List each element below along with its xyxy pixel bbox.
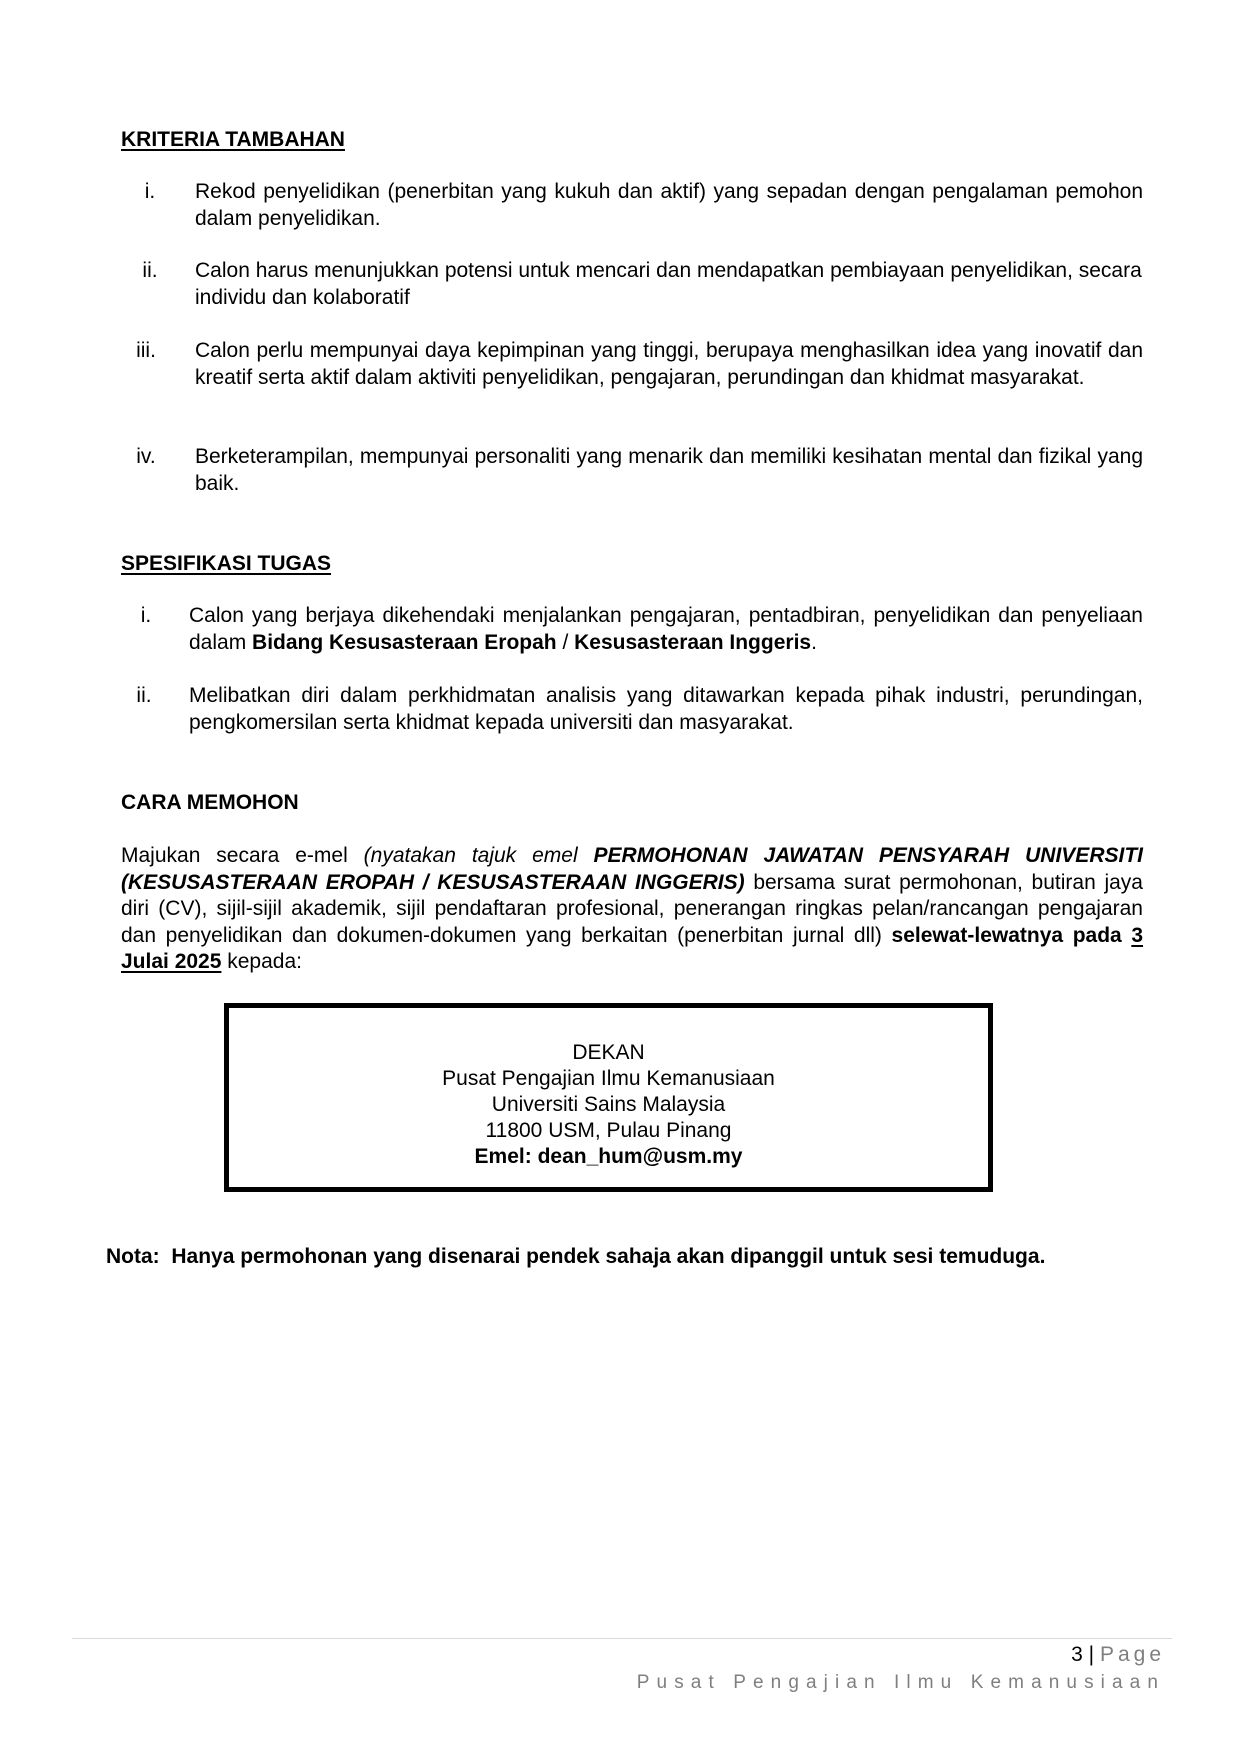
list-item: Calon yang berjaya dikehendaki menjalankan pengajaran, pentadbiran, penyelidikan dan penyeliaan dalam Bidang Kesusasteraan Eropah / Kesusasteraan Inggeris. — [189, 604, 1143, 654]
address-box — [224, 1003, 993, 1192]
section-heading-cara-memohon: CARA MEMOHON — [121, 791, 299, 814]
list-number: ii. — [136, 684, 152, 707]
address-line: DEKAN — [572, 1041, 645, 1064]
list-item: Melibatkan diri dalam perkhidmatan analisis yang ditawarkan kepada pihak industri, perundingan, pengkomersilan serta khidmat kepada universiti dan masyarakat. — [189, 684, 1143, 734]
address-line: 11800 USM, Pulau Pinang — [485, 1119, 732, 1142]
list-number: iii. — [136, 339, 156, 362]
list-number: i. — [144, 180, 156, 203]
list-number: ii. — [142, 259, 158, 282]
email-address: Emel: dean_hum@usm.my — [474, 1145, 743, 1168]
list-number: iv. — [136, 445, 156, 468]
application-instructions: Majukan secara e-mel (nyatakan tajuk emel PERMOHONAN JAWATAN PENSYARAH UNIVERSITI (KESUSASTERAAN EROPAH / KESUSASTERAAN INGGERIS) bersama surat permohonan, butiran jaya diri (CV), sijil-sijil akademik, sijil pendaftaran profesional, penerangan ringkas pelan/rancangan pengajaran dan penyelidikan dan dokumen-dokumen yang berkaitan (penerbitan jurnal dll) selewat-lewatnya pada 3 Julai 2025 kepada: — [121, 844, 1144, 973]
list-number: i. — [140, 604, 152, 627]
page-number: 3 | Page — [1071, 1643, 1165, 1666]
list-item: Calon perlu mempunyai daya kepimpinan yang tinggi, berupaya menghasilkan idea yang inovatif dan kreatif serta aktif dalam aktiviti penyelidikan, pengajaran, perundingan dan khidmat masyarakat. — [195, 339, 1143, 389]
note-label: Nota: — [106, 1245, 160, 1268]
list-item: Berketerampilan, mempunyai personaliti yang menarik dan memiliki kesihatan mental dan fizikal yang baik. — [195, 445, 1143, 495]
address-line: Pusat Pengajian Ilmu Kemanusiaan — [442, 1067, 775, 1090]
section-heading-kriteria: KRITERIA TAMBAHAN — [121, 128, 345, 151]
footer-school-name: Pusat Pengajian Ilmu Kemanusiaan — [636, 1672, 1165, 1693]
footer-divider — [72, 1638, 1172, 1639]
note — [106, 1245, 1045, 1269]
address-line: Universiti Sains Malaysia — [491, 1093, 726, 1116]
list-item: Rekod penyelidikan (penerbitan yang kukuh dan aktif) yang sepadan dengan pengalaman pemohon dalam penyelidikan. — [195, 180, 1143, 230]
list-item: Calon harus menunjukkan potensi untuk mencari dan mendapatkan pembiayaan penyelidikan, secara individu dan kolaboratif — [195, 259, 1142, 309]
section-heading-spesifikasi: SPESIFIKASI TUGAS — [121, 552, 332, 575]
note-text: Hanya permohonan yang disenarai pendek sahaja akan dipanggil untuk sesi temuduga. — [171, 1245, 1046, 1268]
